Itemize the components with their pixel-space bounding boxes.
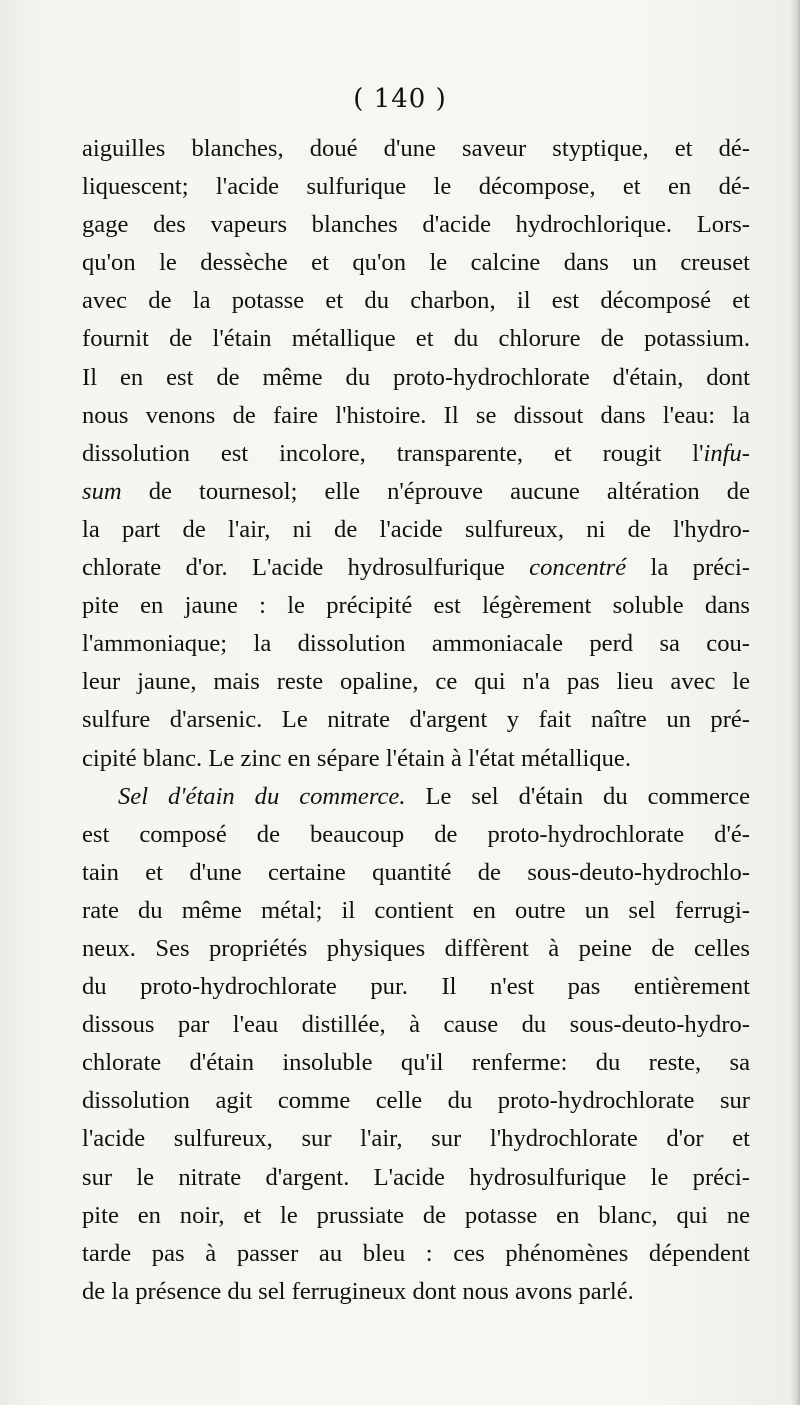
text-line xyxy=(82,854,750,892)
line-text: tain et d'une certaine quantité de sous-deuto-hydrochlo- xyxy=(82,858,750,886)
line-text: neux. Ses propriétés physiques diffèrent à peine de celles xyxy=(82,934,750,962)
line-text: Le sel d'étain du commerce xyxy=(405,782,750,810)
italic-text: concentré xyxy=(529,554,627,582)
line-text: nous venons de faire l'histoire. Il se dissout dans l'eau: la xyxy=(82,401,750,429)
line-text: est composé de beaucoup de proto-hydrochlorate d'é- xyxy=(82,820,750,848)
line-text: cipité blanc. Le zinc en sépare l'étain à l'état métallique. xyxy=(82,744,631,772)
line-text: rate du même métal; il contient en outre un sel ferrugi- xyxy=(82,896,750,924)
line-text: sulfure d'arsenic. Le nitrate d'argent y fait naître un pré- xyxy=(82,706,750,734)
text-line xyxy=(82,1120,750,1158)
text-line xyxy=(82,473,750,511)
italic-text: infu- xyxy=(703,439,750,467)
text-line xyxy=(82,740,750,778)
line-text: fournit de l'étain métallique et du chlorure de potassium. xyxy=(82,325,750,353)
line-text: sur le nitrate d'argent. L'acide hydrosulfurique le préci- xyxy=(82,1163,750,1191)
text-line xyxy=(82,168,750,206)
line-text: l'acide sulfureux, sur l'air, sur l'hydrochlorate d'or et xyxy=(82,1125,750,1153)
text-line xyxy=(82,1273,750,1311)
line-text: la part de l'air, ni de l'acide sulfureux, ni de l'hydro- xyxy=(82,515,750,543)
text-line xyxy=(82,511,750,549)
line-text: avec de la potasse et du charbon, il est décomposé et xyxy=(82,287,750,315)
line-text: la préci- xyxy=(626,554,750,582)
text-line xyxy=(82,130,750,168)
line-text: qu'on le dessèche et qu'on le calcine dans un creuset xyxy=(82,249,750,277)
line-text: gage des vapeurs blanches d'acide hydrochlorique. Lors- xyxy=(82,211,750,239)
italic-text: Sel d'étain du commerce. xyxy=(118,782,406,810)
text-line xyxy=(82,435,750,473)
line-text: de la présence du sel ferrugineux dont nous avons parlé. xyxy=(82,1277,634,1305)
text-line xyxy=(82,930,750,968)
line-text: de tournesol; elle n'éprouve aucune altération de xyxy=(121,477,750,505)
text-line xyxy=(82,1235,750,1273)
page-edge-shadow xyxy=(790,0,800,1405)
text-line xyxy=(82,397,750,435)
line-text: tarde pas à passer au bleu : ces phénomènes dépendent xyxy=(82,1239,750,1267)
page-number: ( 140 ) xyxy=(353,84,447,114)
text-line xyxy=(82,206,750,244)
text-line xyxy=(82,816,750,854)
body-text xyxy=(82,130,750,1311)
line-text: du proto-hydrochlorate pur. Il n'est pas entièrement xyxy=(82,973,750,1001)
text-line xyxy=(82,701,750,739)
text-line xyxy=(82,778,750,816)
line-text: dissolution est incolore, transparente, et rougit l' xyxy=(82,439,704,467)
text-line xyxy=(82,968,750,1006)
text-line xyxy=(82,1197,750,1235)
text-line xyxy=(82,1044,750,1082)
line-text: dissolution agit comme celle du proto-hydrochlorate sur xyxy=(82,1087,750,1115)
line-text: dissous par l'eau distillée, à cause du sous-deuto-hydro- xyxy=(82,1011,750,1039)
italic-text: sum xyxy=(82,477,122,505)
line-text: chlorate d'or. L'acide hydrosulfurique xyxy=(82,554,530,582)
text-line xyxy=(82,587,750,625)
line-text: aiguilles blanches, doué d'une saveur styptique, et dé- xyxy=(82,135,750,162)
text-line xyxy=(82,892,750,930)
text-line xyxy=(82,359,750,397)
line-text: l'ammoniaque; la dissolution ammoniacale perd sa cou- xyxy=(82,630,750,658)
text-line xyxy=(82,625,750,663)
text-line xyxy=(82,244,750,282)
line-text: liquescent; l'acide sulfurique le décompose, et en dé- xyxy=(82,173,750,201)
text-line xyxy=(82,320,750,358)
line-text: pite en noir, et le prussiate de potasse en blanc, qui ne xyxy=(82,1201,750,1229)
text-line xyxy=(82,1159,750,1197)
line-text: Il en est de même du proto-hydrochlorate d'étain, dont xyxy=(82,363,750,391)
text-line xyxy=(82,663,750,701)
line-text: leur jaune, mais reste opaline, ce qui n'a pas lieu avec le xyxy=(82,668,750,696)
text-line xyxy=(82,1006,750,1044)
text-line xyxy=(82,549,750,587)
text-line xyxy=(82,282,750,320)
line-text: pite en jaune : le précipité est légèrement soluble dans xyxy=(82,592,750,620)
line-text: chlorate d'étain insoluble qu'il renferme: du reste, sa xyxy=(82,1049,750,1077)
text-line xyxy=(82,1082,750,1120)
